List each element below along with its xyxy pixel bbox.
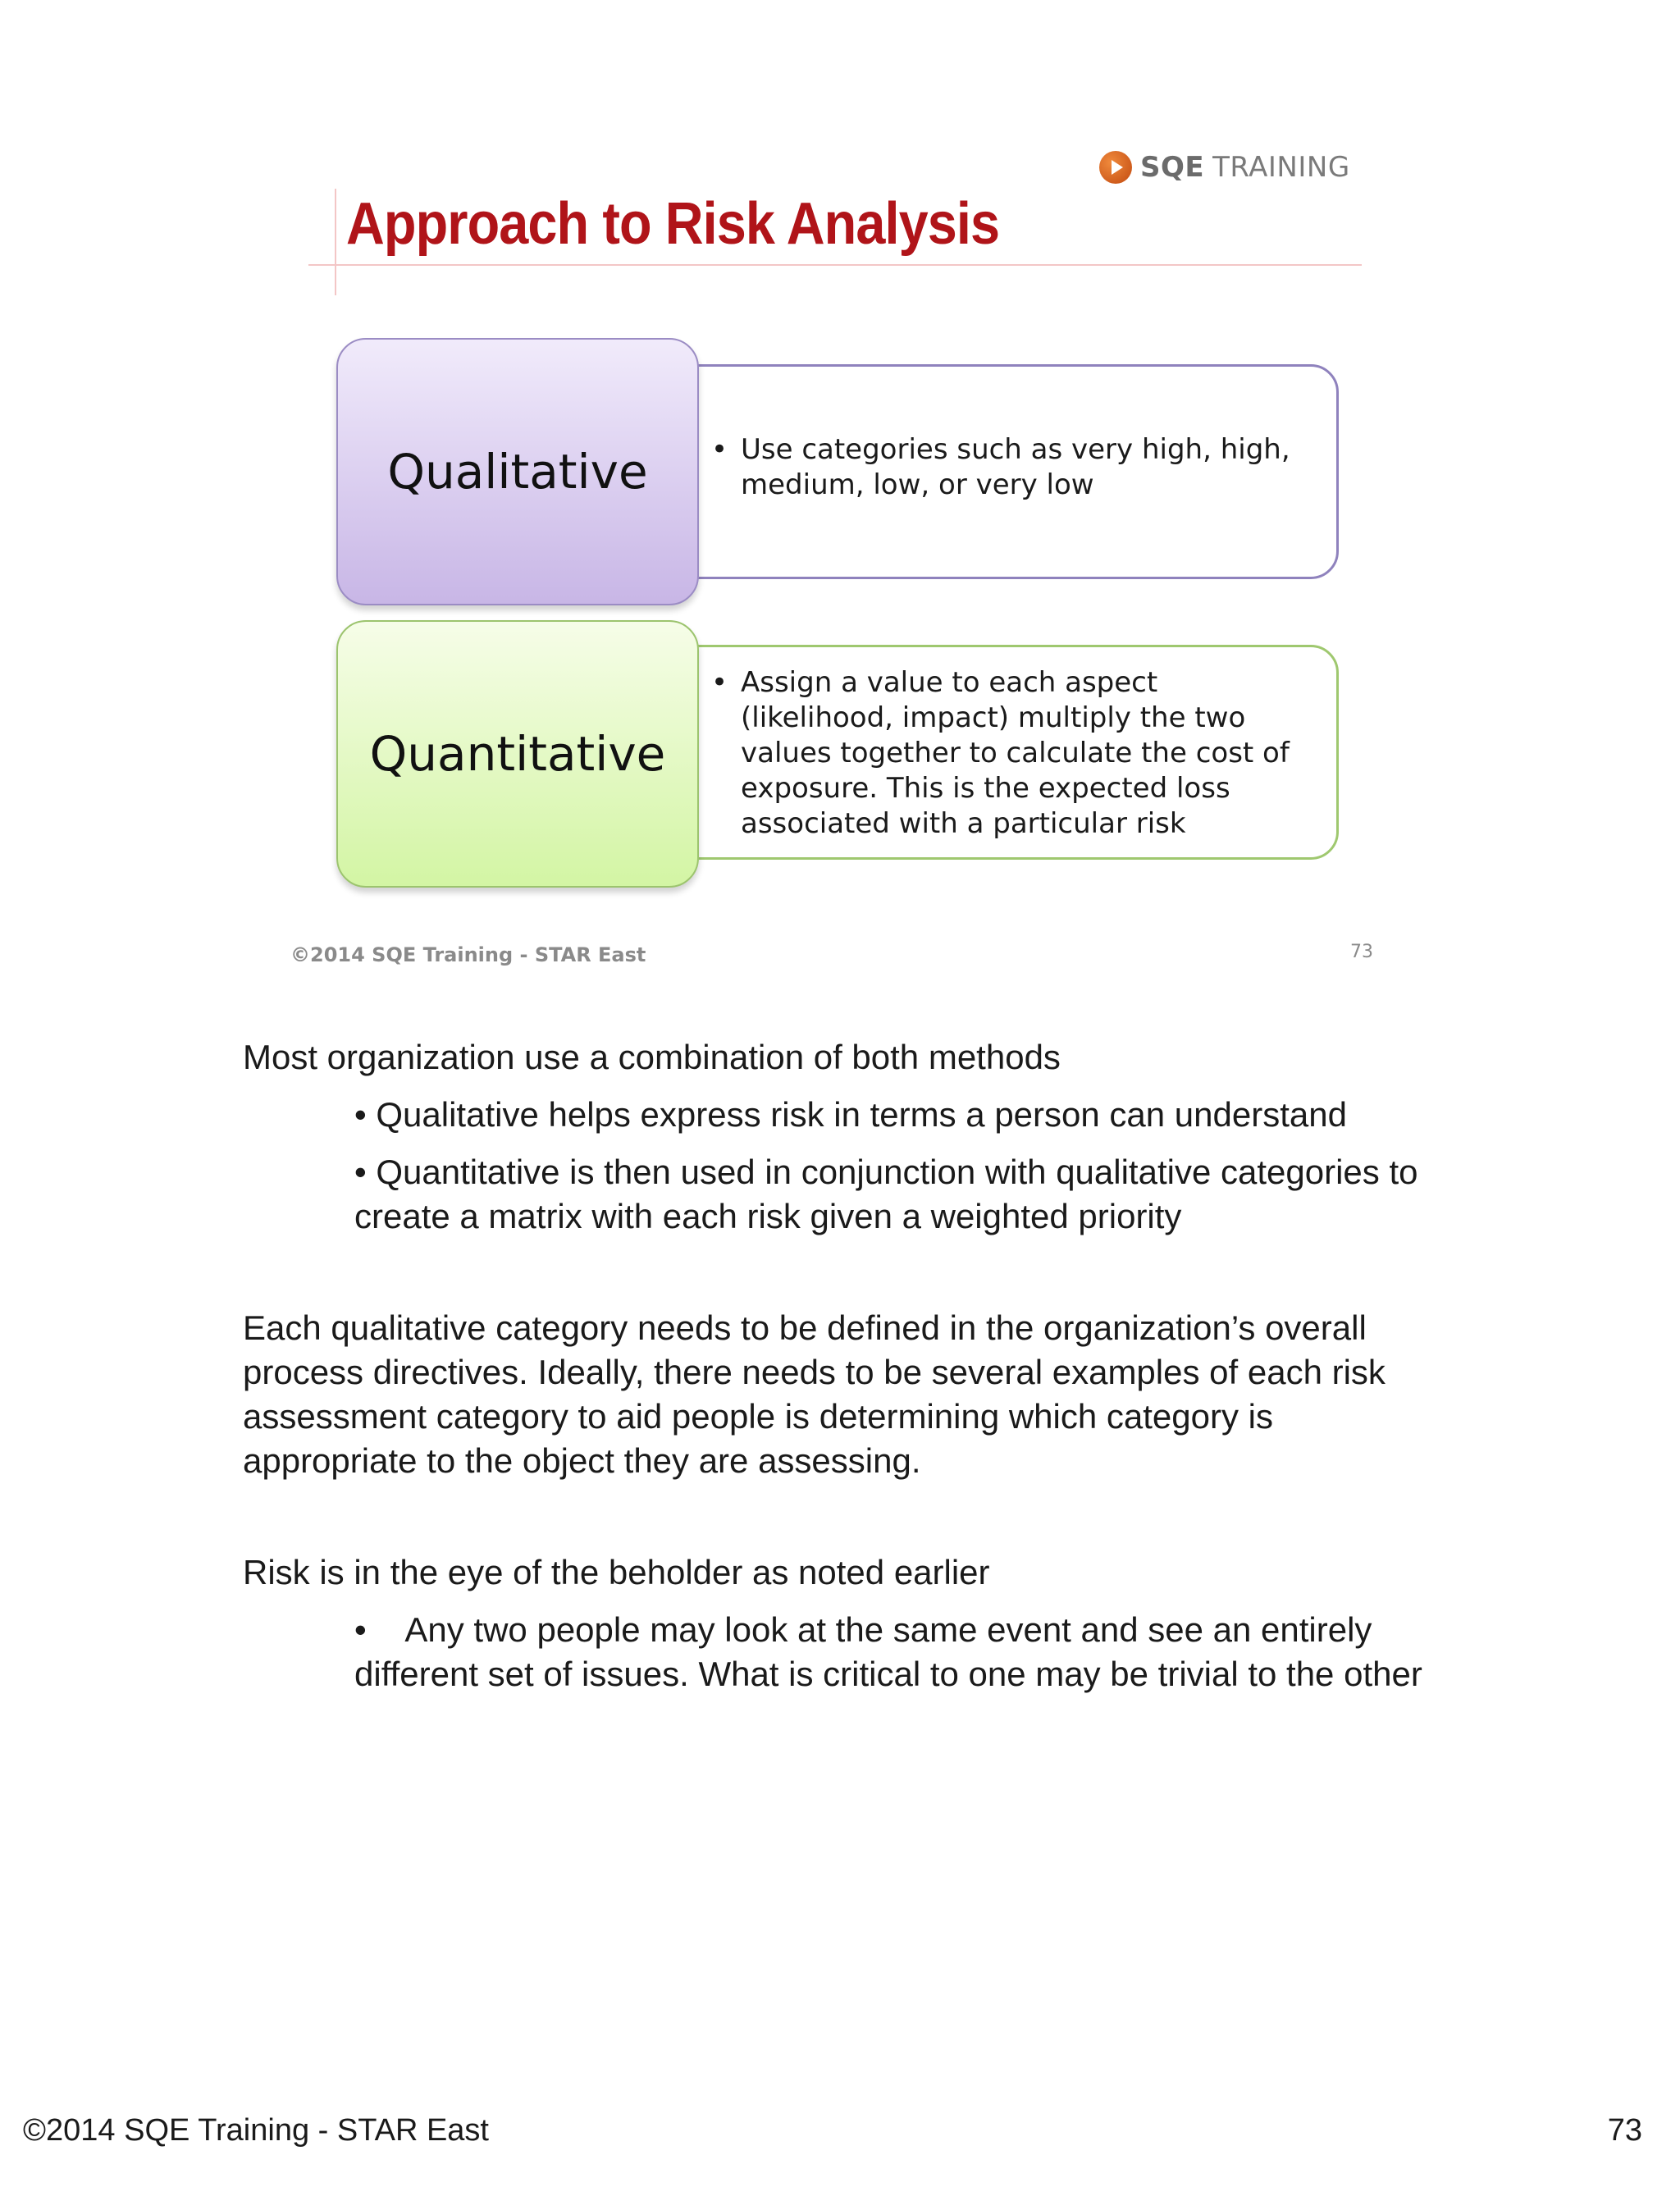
bullet-glyph: • bbox=[711, 666, 728, 699]
title-rule-horizontal bbox=[308, 264, 1362, 266]
notes-paragraph-1: Most organization use a combination of both methods bbox=[243, 1038, 1061, 1076]
notes-bullet: • Quantitative is then used in conjunction with qualitative categories to create a matrix with each risk given a weighted priority bbox=[354, 1153, 1418, 1235]
slide-footer: ©2014 SQE Training - STAR East bbox=[290, 943, 646, 966]
slide-image bbox=[279, 123, 1411, 993]
notes-bullet: • Any two people may look at the same event and see an entirely different set of issues. What is critical to one may be trivial to the other bbox=[354, 1610, 1422, 1693]
logo-strong-text: SQE bbox=[1140, 151, 1205, 184]
slide-page-number: 73 bbox=[1350, 942, 1373, 962]
title-rule-vertical bbox=[335, 189, 336, 295]
qualitative-description-box bbox=[694, 364, 1339, 579]
page-footer-number: 73 bbox=[1607, 2113, 1642, 2148]
quantitative-category-box bbox=[336, 620, 699, 888]
slide-title: Approach to Risk Analysis bbox=[346, 191, 1000, 257]
qualitative-description: Use categories such as very high, high, medium, low, or very low bbox=[741, 433, 1290, 501]
quantitative-label: Quantitative bbox=[369, 726, 666, 782]
bullet-glyph: • bbox=[711, 433, 728, 466]
qualitative-label: Qualitative bbox=[387, 444, 648, 500]
sqe-training-logo bbox=[1099, 143, 1350, 192]
notes-paragraph-2: Each qualitative category needs to be defined in the organization’s overall process directives. Ideally, there needs to be several examples of each risk assessment category to aid people is determining which category is appropriate to the object they are assessing. bbox=[243, 1308, 1386, 1480]
play-circle-icon bbox=[1099, 151, 1132, 184]
speaker-notes bbox=[243, 1035, 1424, 1696]
notes-bullet: • Qualitative helps express risk in terms a person can understand bbox=[354, 1095, 1347, 1134]
quantitative-description-box bbox=[694, 645, 1339, 860]
page-footer-copyright: ©2014 SQE Training - STAR East bbox=[23, 2113, 489, 2148]
notes-bullet-text: Quantitative is then used in conjunction with qualitative categories to create a matrix with each risk given a weighted priority bbox=[354, 1153, 1418, 1235]
logo-rest-text: TRAINING bbox=[1212, 151, 1350, 184]
notes-paragraph-3: Risk is in the eye of the beholder as noted earlier bbox=[243, 1553, 990, 1591]
notes-bullet-text: Any two people may look at the same event and see an entirely different set of issues. What is critical to one may be trivial to the other bbox=[354, 1610, 1422, 1693]
qualitative-category-box bbox=[336, 338, 699, 605]
quantitative-description: Assign a value to each aspect (likelihood, impact) multiply the two values together to calculate the cost of exposure. This is the expected loss associated with a particular risk bbox=[741, 666, 1290, 840]
notes-bullet-text: Qualitative helps express risk in terms a person can understand bbox=[376, 1095, 1347, 1134]
